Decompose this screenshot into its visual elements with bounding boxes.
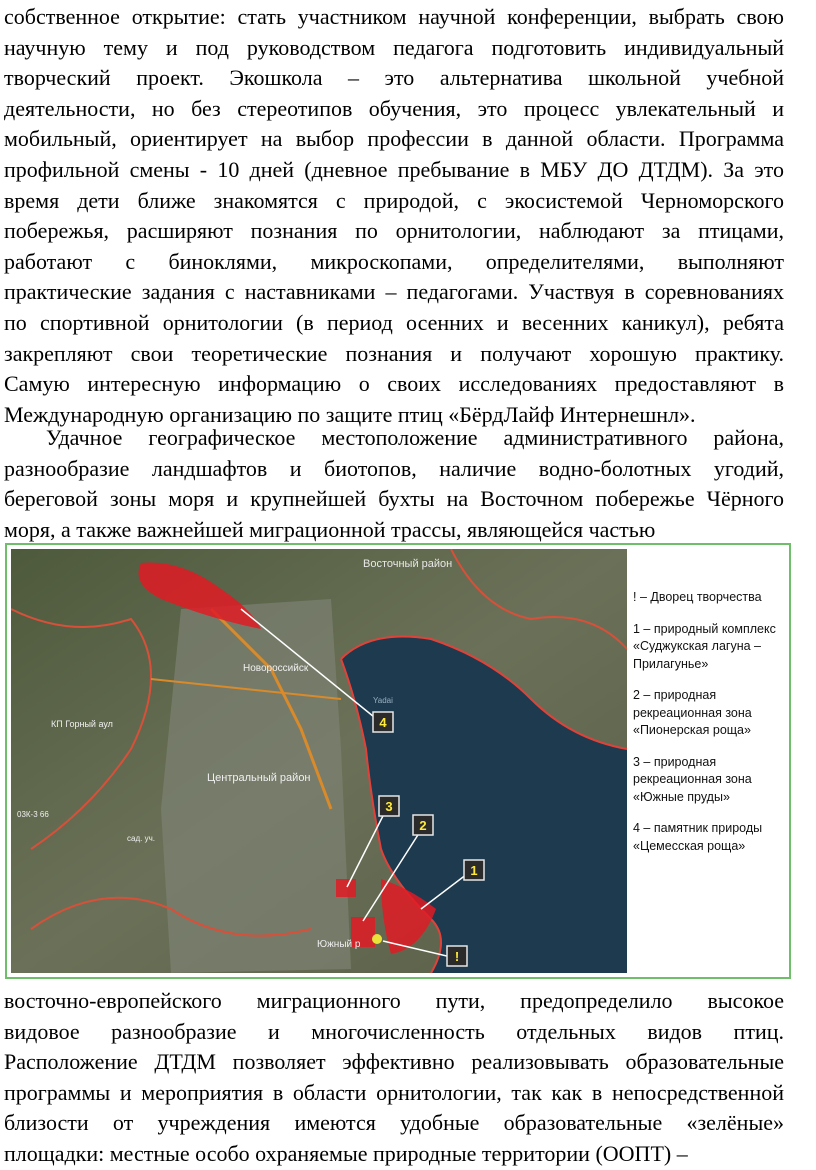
text-line: Самую интересную информацию о своих исследованиях предоставляют в <box>4 371 784 397</box>
palace-dot <box>372 934 382 944</box>
text-line: программы и мероприятия в области орнитологии, так как в непосредственной <box>4 1079 784 1105</box>
label-novorossiysk: Новороссийск <box>243 663 309 674</box>
legend-item-4: 4 – памятник природы «Цемесская роща» <box>633 821 763 853</box>
marker-2 <box>413 815 433 835</box>
label-east-district: Восточный район <box>363 558 453 570</box>
marker-1 <box>464 860 484 880</box>
paragraph-2 <box>4 423 784 545</box>
text-line: профильной смены - 10 дней (дневное пребывание в МБУ ДО ДТДМ). За это <box>4 156 784 182</box>
text-line: видовое разнообразие и многочисленность отдельных видов птиц. <box>4 1018 784 1044</box>
svg-text:3: 3 <box>385 799 393 814</box>
text-line: береговой зоны моря и крупнейшей бухты на Восточном побережье Чёрного <box>4 486 784 512</box>
text-line: побережья, расширяют познания по орнитологии, наблюдают за птицами, <box>4 218 784 244</box>
legend-item-3: 3 – природная рекреационная зона «Южные пруды» <box>633 754 752 804</box>
text-line: Международную организацию по защите птиц «БёрдЛайф Интернешнл». <box>4 401 696 427</box>
text-line: мобильный, ориентирует на выбор профессии в данной области. Программа <box>4 126 784 152</box>
marker-palace <box>447 946 467 966</box>
text-line: Расположение ДТДМ позволяет эффективно реализовывать образовательные <box>4 1049 784 1075</box>
satellite-map <box>11 549 627 973</box>
text-line: деятельности, но без стереотипов обучения, это процесс увлекательный и <box>4 95 784 121</box>
label-central-district: Центральный район <box>207 772 311 784</box>
protected-area-3 <box>336 879 356 897</box>
text-line: собственное открытие: стать участником научной конференции, выбрать свою <box>4 4 784 29</box>
text-line: моря, а также важнейшей миграционной трассы, являющейся частью <box>4 516 656 542</box>
text-line: Удачное географическое местоположение административного района, <box>46 425 784 450</box>
legend-item-2: 2 – природная рекреационная зона «Пионерская роща» <box>633 688 752 737</box>
text-line: работают с биноклями, микроскопами, определителями, выполняют <box>4 248 784 274</box>
svg-text:2: 2 <box>419 818 427 833</box>
svg-text:!: ! <box>454 949 460 964</box>
label-sad: сад. уч. <box>127 834 155 843</box>
marker-3 <box>379 796 399 816</box>
legend-item-palace: ! – Дворец творчества <box>633 590 762 604</box>
map-legend <box>633 589 783 869</box>
text-line: площадки: местные особо охраняемые природные территории (ООПТ) – <box>4 1140 688 1166</box>
text-line: разнообразие ландшафтов и биотопов, наличие водно-болотных угодий, <box>4 455 784 481</box>
text-line: закрепляют свои теоретические познания и получают хорошую практику. <box>4 340 784 366</box>
legend-item-1: 1 – природный комплекс «Суджукская лагуна – Прилагунье» <box>633 621 776 671</box>
text-line: близости от учреждения имеются удобные образовательные «зелёные» <box>4 1110 784 1136</box>
label-sea-marker: Yadai <box>373 696 393 705</box>
text-line: научную тему и под руководством педагога подготовить индивидуальный <box>4 34 784 60</box>
text-line: по спортивной орнитологии (в период осенних и весенних каникул), ребята <box>4 309 784 335</box>
label-road: 03К-3 66 <box>17 810 49 819</box>
text-line: восточно-европейского миграционного пути, предопределило высокое <box>4 988 784 1013</box>
text-line: практические задания с наставниками – педагогами. Участвуя в соревнованиях <box>4 279 784 305</box>
svg-text:4: 4 <box>379 715 387 730</box>
text-line: время дети ближе знакомятся с природой, с экосистемой Черноморского <box>4 187 784 213</box>
map-figure <box>5 543 791 979</box>
paragraph-3 <box>4 986 784 1170</box>
paragraph-1 <box>4 2 784 430</box>
label-south-district: Южный р <box>317 939 361 950</box>
label-gorny: КП Горный аул <box>51 719 113 729</box>
text-line: творческий проект. Экошкола – это альтернатива школьной учебной <box>4 65 784 91</box>
svg-text:1: 1 <box>470 863 478 878</box>
marker-4 <box>373 712 393 732</box>
